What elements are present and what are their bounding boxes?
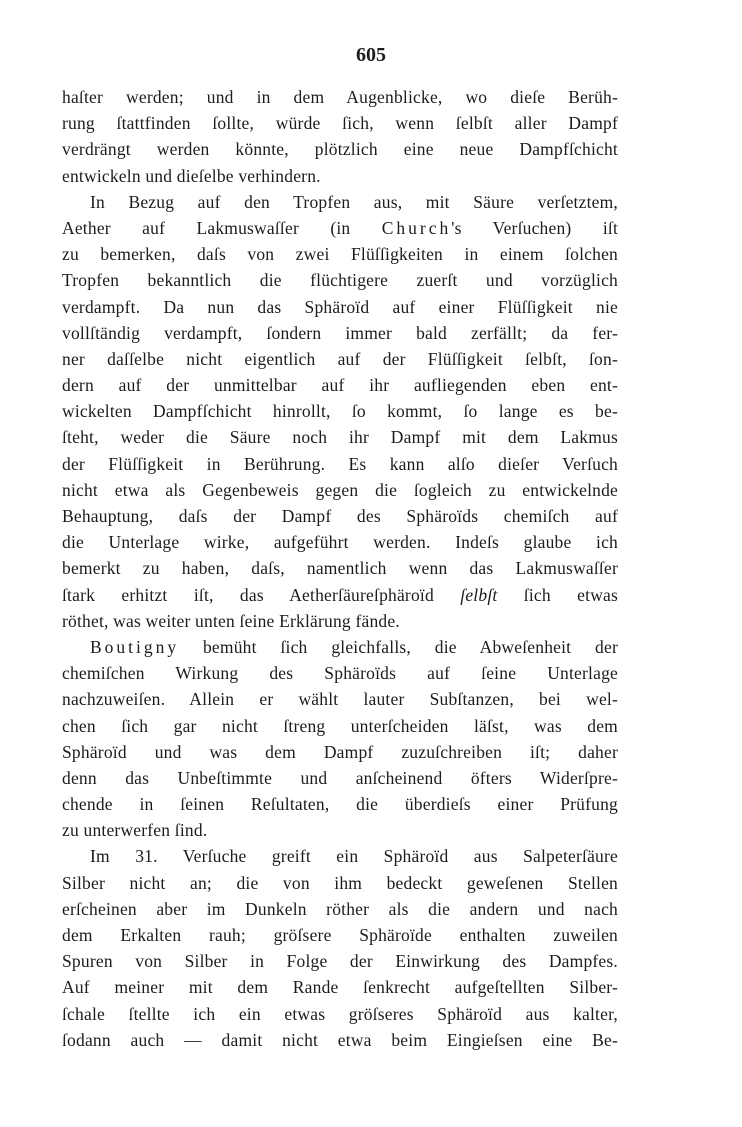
text-line: ner daſſelbe nicht eigentlich auf der Flüſſigkeit ſelbſt, ſon-: [62, 348, 618, 369]
text-line: ſchale ſtellte ich ein etwas gröſseres Sphäroïd aus kalter,: [62, 1003, 618, 1024]
name-church: Church: [381, 217, 452, 238]
text-line: erſcheinen aber im Dunkeln röther als die andern und nach: [62, 898, 618, 919]
text-line: dem Erkalten rauh; gröſsere Sphäroïde enthalten zuweilen: [62, 925, 618, 945]
text-line: chen ſich gar nicht ſtreng unterſcheiden läſst, was dem: [62, 715, 618, 736]
text-line: bemerkt zu haben, daſs, namentlich wenn das Lakmuswaſſer: [62, 558, 618, 579]
text-fragment: ſtark erhitzt iſt, das Aetherſäureſphäroïd: [62, 584, 434, 605]
text-line: Silber nicht an; die von ihm bedeckt geweſenen Stellen: [62, 872, 618, 893]
text-line: nicht etwa als Gegenbeweis gegen die ſogleich zu entwickelnde: [62, 479, 618, 500]
text-line: ſteht, weder die Säure noch ihr Dampf mit dem Lakmus: [62, 427, 618, 448]
text-line: Auf meiner mit dem Rande ſenkrecht aufgeſtellten Silber-: [62, 977, 618, 998]
text-line: [62, 582, 618, 608]
text-line: nachzuweiſen. Allein er wählt lauter Subſtanzen, bei wel-: [62, 689, 618, 710]
text-line: zu bemerken, daſs von zwei Flüſſigkeiten in einem ſolchen: [62, 244, 618, 265]
text-fragment: Aether auf Lakmuswaſſer (in: [62, 217, 351, 238]
text-line: Im 31. Verſuche greift ein Sphäroïd aus Salpeterſäure: [90, 846, 618, 867]
text-line: Behauptung, daſs der Dampf des Sphäroïds chemiſch auf: [62, 506, 618, 526]
text-fragment: ſich etwas: [523, 584, 619, 605]
text-line: Spuren von Silber in Folge der Einwirkung des Dampfes.: [62, 951, 618, 972]
text-line: In Bezug auf den Tropfen aus, mit Säure verſetztem,: [90, 191, 618, 212]
text-line: ſodann auch — damit nicht etwa beim Eingieſsen eine Be-: [62, 1029, 618, 1050]
text-fragment: 's Verſuchen) iſt: [451, 217, 618, 238]
text-line: chemiſchen Wirkung des Sphäroïds auf ſeine Unterlage: [62, 663, 618, 684]
text-line: zu unterwerfen ſind.: [62, 820, 208, 841]
text-line: verdrängt werden könnte, plötzlich eine neue Dampfſchicht: [62, 139, 618, 160]
text-line: [62, 634, 618, 660]
text-line: vollſtändig verdampft, ſondern immer bald zerfällt; da fer-: [62, 322, 618, 343]
text-line: wickelten Dampfſchicht hinrollt, ſo kommt, ſo lange es be-: [62, 401, 618, 422]
text-line: haſter werden; und in dem Augenblicke, wo dieſe Berüh-: [62, 87, 618, 107]
text-line: [62, 215, 618, 241]
text-line: dern auf der unmittelbar auf ihr aufliegenden eben ent-: [62, 375, 618, 396]
text-line: chende in ſeinen Reſultaten, die überdieſs einer Prüfung: [62, 794, 618, 815]
emphasis-selbst: ſelbſt: [460, 584, 498, 605]
text-line: rung ſtattfinden ſollte, würde ſich, wenn ſelbſt aller Dampf: [62, 113, 618, 134]
page-number: 605: [356, 44, 386, 66]
text-line: der Flüſſigkeit in Berührung. Es kann alſo dieſer Verſuch: [62, 453, 618, 474]
body-text: [62, 84, 618, 1053]
text-fragment: bemüht ſich gleichfalls, die Abweſenheit der: [202, 636, 618, 657]
text-line: Sphäroïd und was dem Dampf zuzuſchreiben iſt; daher: [62, 741, 618, 762]
text-line: röthet, was weiter unten ſeine Erklärung fände.: [62, 610, 400, 631]
text-line: die Unterlage wirke, aufgeführt werden. Indeſs glaube ich: [62, 532, 618, 553]
text-line: entwickeln und dieſelbe verhindern.: [62, 165, 321, 186]
text-line: Tropfen bekanntlich die flüchtigere zuerſt und vorzüglich: [62, 270, 618, 291]
text-line: verdampft. Da nun das Sphäroïd auf einer Flüſſigkeit nie: [62, 296, 618, 317]
text-line: denn das Unbeſtimmte und anſcheinend öfters Widerſpre-: [62, 767, 618, 788]
name-boutigny: Boutigny: [90, 636, 180, 657]
